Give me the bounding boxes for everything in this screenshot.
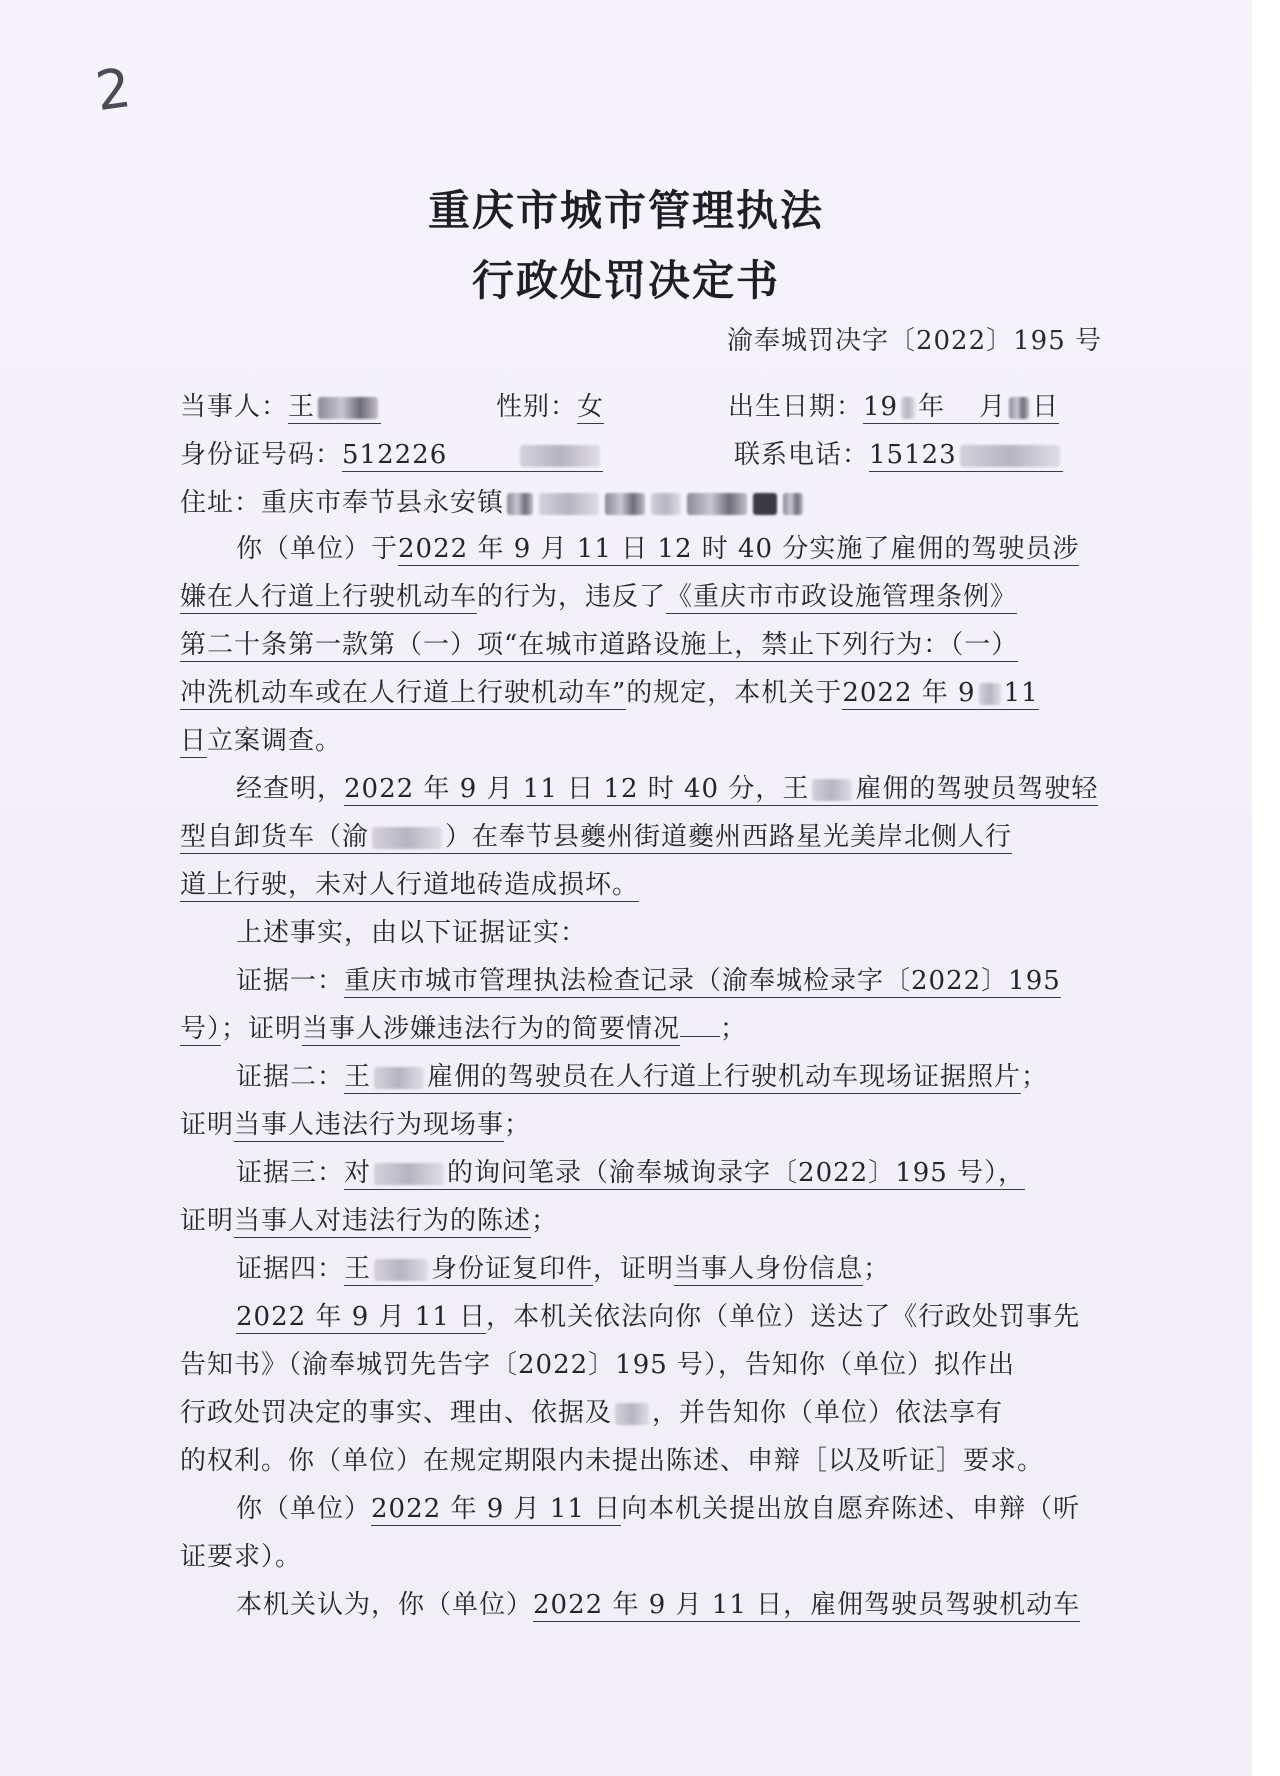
paragraph-1-line-3: 第二十条第一款第（一）项“在城市道路设施上，禁止下列行为：（一） xyxy=(180,630,1019,660)
redaction-mark xyxy=(960,445,1060,467)
paragraph-2-line-2: 型自卸货车（渝 ）在奉节县夔州街道夔州西路星光美岸北侧人行 xyxy=(180,822,1013,852)
redaction-mark xyxy=(753,493,777,515)
redaction-mark xyxy=(374,1259,428,1281)
party-id-field xyxy=(180,434,603,471)
paragraph-5-line-1: 你（单位）2022 年 9 月 11 日向本机关提出放自愿弃陈述、申辩（听 xyxy=(236,1494,1081,1524)
redaction-mark xyxy=(374,1067,424,1089)
evidence-1-line-1: 证据一：重庆市城市管理执法检查记录（渝奉城检录字〔2022〕195 xyxy=(236,966,1061,996)
paragraph-1-line-4: 冲洗机动车或在人行道上行驶机动车”的规定，本机关于2022 年 9 11 xyxy=(180,678,1039,708)
evidence-1-line-2: 号）；证明当事人涉嫌违法行为的简要情况 ； xyxy=(180,1014,748,1044)
evidence-2-line-1: 证据二：王 雇佣的驾驶员在人行道上行驶机动车现场证据照片； xyxy=(236,1062,1049,1092)
party-birthdate-field xyxy=(728,386,1059,423)
page-right-margin xyxy=(1252,0,1280,1776)
paragraph-4-line-3: 行政处罚决定的事实、理由、依据及 ，并告知你（单位）依法享有 xyxy=(180,1398,1004,1428)
party-phone-label: 联系电话： xyxy=(734,440,870,470)
redaction-mark xyxy=(539,493,599,515)
evidence-3-line-2: 证明当事人对违法行为的陈述； xyxy=(180,1206,559,1236)
paragraph-4-line-2: 告知书》（渝奉城罚先告字〔2022〕195 号），告知你（单位）拟作出 xyxy=(180,1350,1016,1380)
handwritten-mark: 2 xyxy=(91,55,135,124)
party-phone-field xyxy=(734,434,1063,471)
party-name-label: 当事人： xyxy=(180,392,289,422)
evidence-2-line-2: 证明当事人违法行为现场事； xyxy=(180,1110,532,1140)
party-gender-value: 女 xyxy=(577,392,605,422)
redaction-mark xyxy=(979,683,1001,705)
party-name-value: 王 xyxy=(288,392,381,424)
redaction-mark xyxy=(615,1403,649,1425)
paragraph-6-line-1: 本机关认为，你（单位）2022 年 9 月 11 日，雇佣驾驶员驾驶机动车 xyxy=(236,1590,1081,1620)
paragraph-4-line-4: 的权利。你（单位）在规定期限内未提出陈述、申辩［以及听证］要求。 xyxy=(180,1446,1045,1476)
redaction-mark xyxy=(605,493,645,515)
paragraph-2-line-3: 道上行驶，未对人行道地砖造成损坏。 xyxy=(180,870,640,900)
document-title-line2: 行政处罚决定书 xyxy=(471,256,780,305)
redaction-mark xyxy=(783,493,803,515)
paragraph-2-line-1: 经查明，2022 年 9 月 11 日 12 时 40 分，王 雇佣的驾驶员驾驶轻 xyxy=(236,774,1099,804)
party-birthdate-label: 出生日期： xyxy=(728,392,864,422)
party-id-value: 512226 xyxy=(342,440,603,472)
redaction-mark xyxy=(374,1163,444,1185)
redaction-mark xyxy=(520,445,600,467)
party-birthdate-value: 19 年 月 日 xyxy=(863,392,1060,422)
redaction-mark xyxy=(812,779,852,801)
redaction-mark xyxy=(901,397,915,419)
redaction-mark xyxy=(507,493,533,515)
party-address-value: 重庆市奉节县永安镇 xyxy=(261,488,505,518)
party-id-label: 身份证号码： xyxy=(180,440,343,470)
redaction-mark xyxy=(687,493,747,515)
evidence-4-line: 证据四：王 身份证复印件，证明当事人身份信息； xyxy=(236,1254,891,1284)
party-address-field xyxy=(180,482,806,519)
party-phone-value: 15123 xyxy=(869,440,1063,472)
document-title-line1: 重庆市城市管理执法 xyxy=(427,186,824,235)
paragraph-4-line-1: 2022 年 9 月 11 日，本机关依法向你（单位）送达了《行政处罚事先 xyxy=(236,1302,1081,1332)
redaction-mark xyxy=(1009,397,1029,419)
paragraph-1-line-5: 日立案调查。 xyxy=(180,726,343,756)
party-address-label: 住址： xyxy=(180,488,262,518)
party-gender-label: 性别： xyxy=(496,392,578,422)
redaction-mark xyxy=(651,493,681,515)
evidence-3-line-1: 证据三：对 的询问笔录（渝奉城询录字〔2022〕195 号）， xyxy=(236,1158,1026,1188)
party-gender-field xyxy=(496,386,604,423)
paragraph-1-line-2: 嫌在人行道上行驶机动车的行为，违反了《重庆市市政设施管理条例》 xyxy=(180,582,1018,612)
redaction-mark xyxy=(372,827,442,849)
document-number: 渝奉城罚决字〔2022〕195 号 xyxy=(726,326,1102,356)
paragraph-5-line-2: 证要求）。 xyxy=(180,1542,303,1572)
redaction-mark xyxy=(318,397,378,419)
party-name-field xyxy=(180,386,381,423)
paragraph-1-line-1: 你（单位）于2022 年 9 月 11 日 12 时 40 分实施了雇佣的驾驶员涉 xyxy=(236,534,1080,564)
paragraph-3: 上述事实，由以下证据证实： xyxy=(236,918,588,948)
